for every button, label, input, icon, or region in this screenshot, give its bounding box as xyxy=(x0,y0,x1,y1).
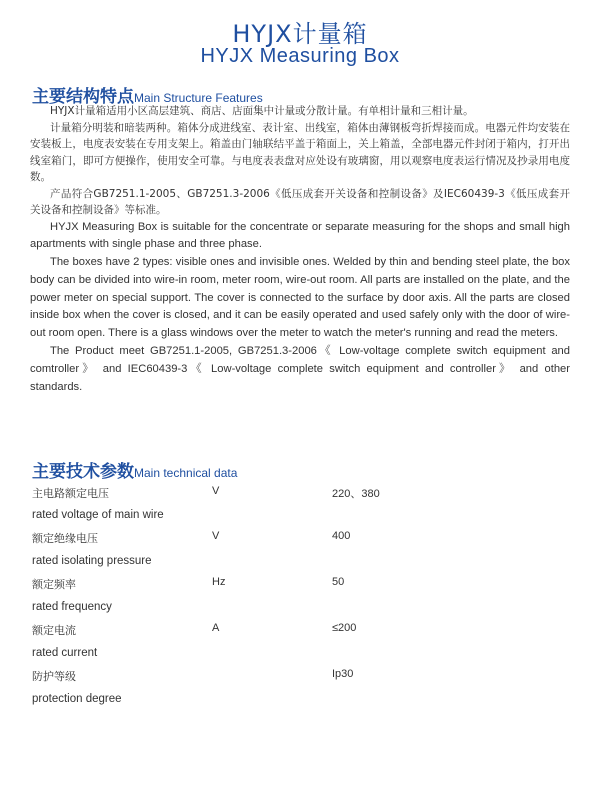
spec-row-insulation-en xyxy=(32,555,572,575)
section-heading-en: Main Structure Features xyxy=(134,91,263,105)
spec-value: Ip30 xyxy=(332,668,354,680)
spec-unit: V xyxy=(212,485,220,497)
spec-row-voltage xyxy=(32,485,572,505)
paragraph-cn-1: HYJX计量箱适用小区高层建筑、商店、店面集中计量或分散计量。有单相计量和三相计量。 xyxy=(50,105,474,117)
title-english: HYJX Measuring Box xyxy=(200,45,400,67)
spec-label-en: rated isolating pressure xyxy=(32,555,152,567)
spec-value: 220、380 xyxy=(332,488,380,500)
paragraph-cn-2: 计量箱分明装和暗装两种。箱体分成进线室、表计室、出线室，箱体由薄钢板弯折焊接而成。电器元件均安装在安装板上，电度表安装在专用支架上。箱盖由门轴联结平盖于箱面上，关上箱盖，全部电器元件封闭于箱内，打开出线室箱门，即可方便操作，使用安全可靠。与电度表表盘对应处设有玻璃窗，用以观察电度表运行情况及抄录用电度数。 xyxy=(30,121,570,183)
spec-value: 50 xyxy=(332,576,345,588)
spec-row-protection-en xyxy=(32,693,572,713)
spec-label-en: rated frequency xyxy=(32,601,112,613)
section-heading-cn: 主要技术参数 xyxy=(32,462,134,482)
spec-label-cn: 额定绝缘电压 xyxy=(32,532,98,545)
spec-row-voltage-en xyxy=(32,509,572,529)
spec-row-frequency-en xyxy=(32,601,572,621)
spec-row-frequency xyxy=(32,576,572,596)
spec-row-current-en xyxy=(32,647,572,667)
section-heading-cn: 主要结构特点 xyxy=(32,87,134,107)
spec-label-en: rated voltage of main wire xyxy=(32,509,164,521)
section-heading-technical xyxy=(32,457,237,482)
spec-label-en: rated current xyxy=(32,647,98,659)
paragraph-en-2: The boxes have 2 types: visible ones and invisible ones. Welded by thin and bending steel plate, the box body can be divided into wire-in room, meter room, wire-out room. All parts are installed on the plate, and the power meter on special support. The cover is connected to the surface by door axis. All the parts are closed inside box when the cover is closed, and it can be easily operated and used safely only with the door of wire-out room open. There is a glass windows over the meter to watch the meter's running and read the meters. xyxy=(30,256,570,340)
spec-unit: V xyxy=(212,530,220,542)
spec-label-cn: 防护等级 xyxy=(32,670,76,683)
spec-label-cn: 额定电流 xyxy=(32,624,76,637)
spec-row-protection xyxy=(32,668,572,688)
spec-unit: A xyxy=(212,622,220,634)
spec-label-en: protection degree xyxy=(32,693,122,705)
paragraph-en-1: HYJX Measuring Box is suitable for the concentrate or separate measuring for the shops and small high apartments with single phase and three phase. xyxy=(30,220,570,251)
spec-row-current xyxy=(32,622,572,642)
section-heading-en: Main technical data xyxy=(134,466,238,480)
spec-unit: Hz xyxy=(212,576,226,588)
spec-value: 400 xyxy=(332,530,351,542)
title-chinese: HYJX计量箱 xyxy=(232,20,368,48)
spec-value: ≤200 xyxy=(332,622,357,634)
spec-row-insulation xyxy=(32,530,572,550)
spec-label-cn: 主电路额定电压 xyxy=(32,487,109,500)
paragraph-en-3: The Product meet GB7251.1-2005, GB7251.3-2006《 Low-voltage complete switch equipment and comtroller》 and IEC60439-3《 Low-voltage complete switch equipment and controller》 and other standards. xyxy=(30,345,570,393)
paragraph-cn-3: 产品符合GB7251.1-2005、GB7251.3-2006《低压成套开关设备和控制设备》及IEC60439-3《低压成套开关设备和控制设备》等标准。 xyxy=(30,187,570,216)
spec-label-cn: 额定频率 xyxy=(32,578,76,591)
structure-description xyxy=(30,103,570,396)
